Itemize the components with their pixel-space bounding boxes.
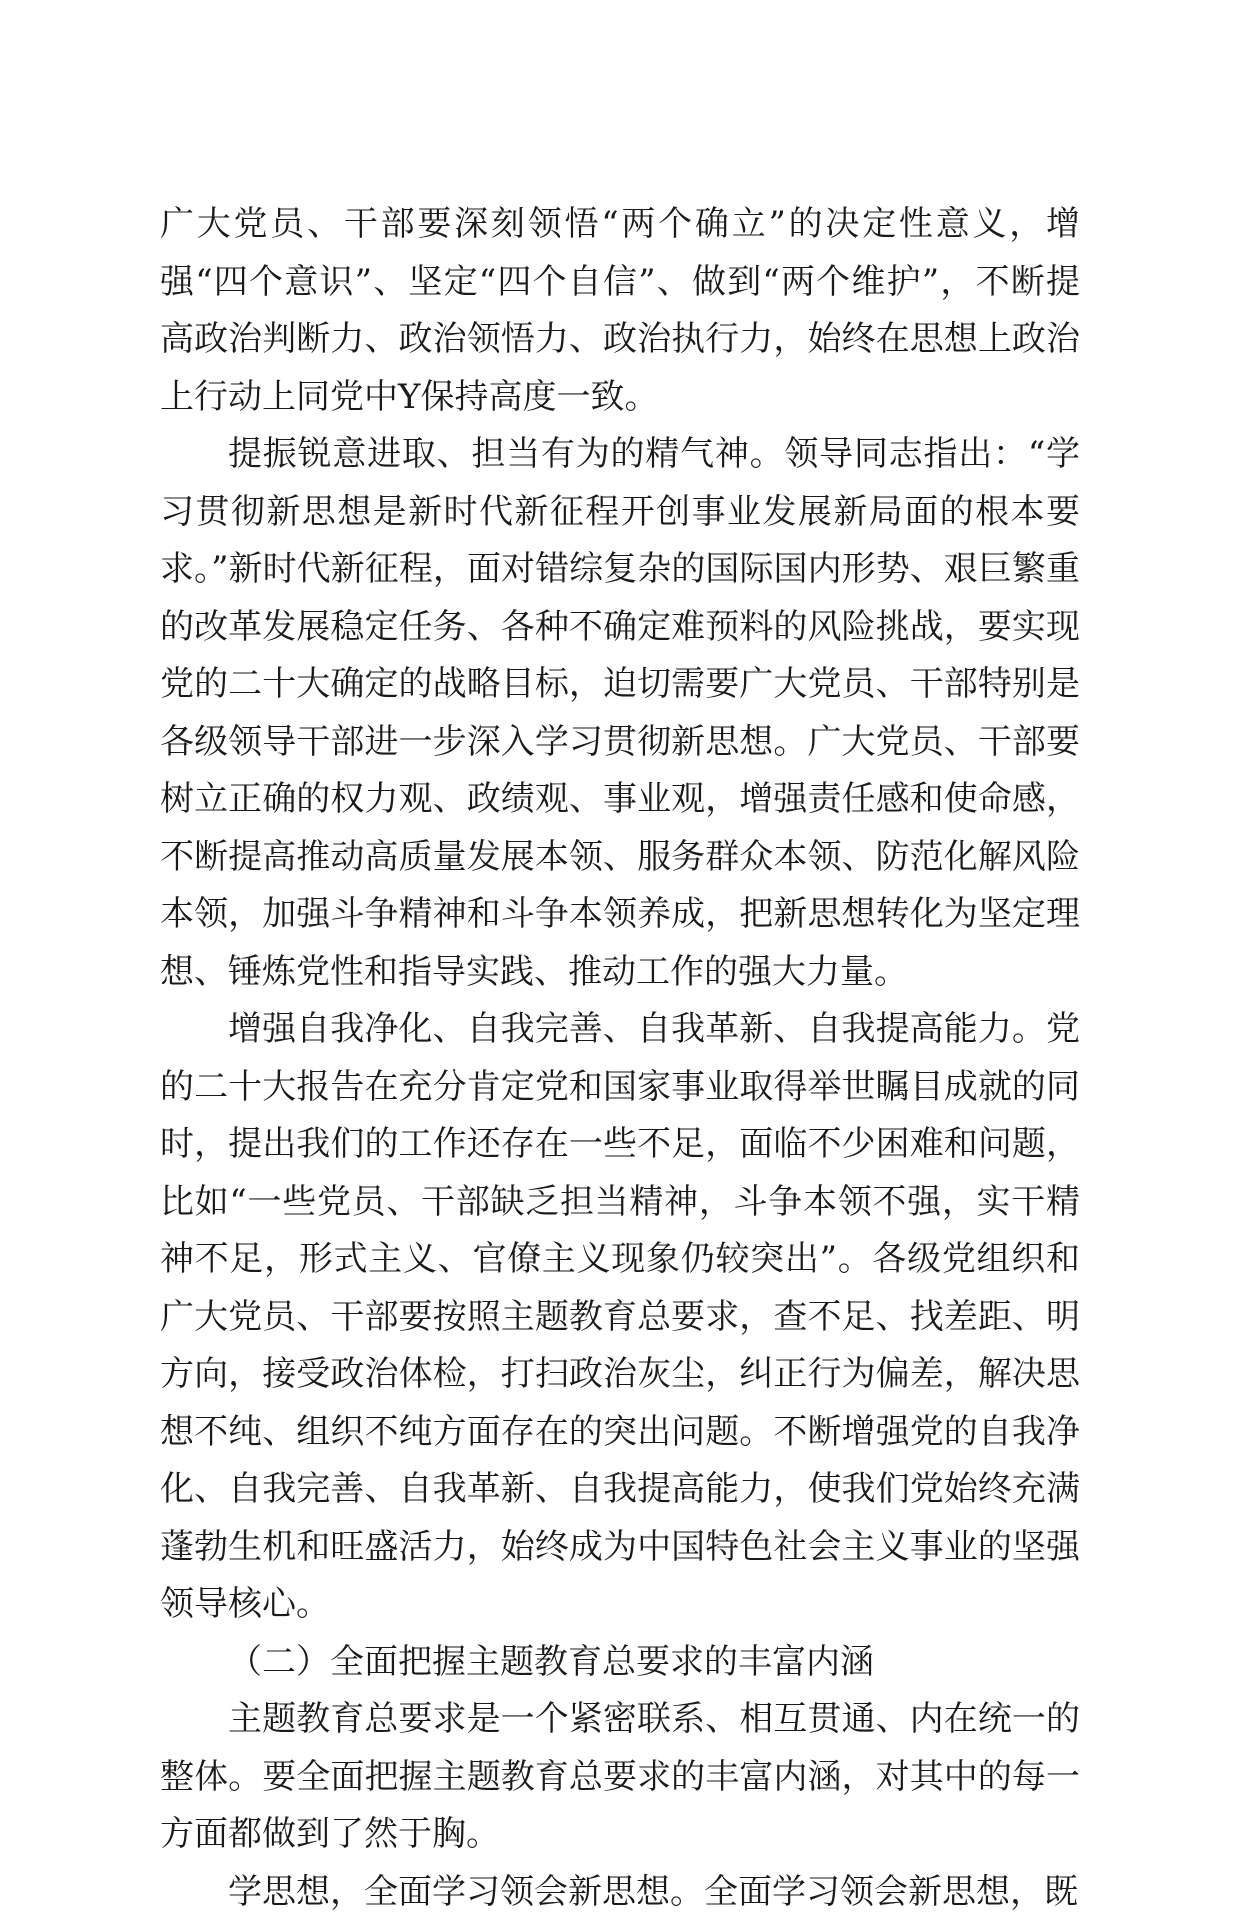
section-heading: （二）全面把握主题教育总要求的丰富内涵 — [160, 1634, 1080, 1692]
paragraph-general-requirements: 主题教育总要求是一个紧密联系、相互贯通、内在统一的整体。要全面把握主题教育总要求的丰富内涵，对其中的每一方面都做到了然于胸。 — [160, 1691, 1080, 1864]
paragraph-continuation: 广大党员、干部要深刻领悟“两个确立”的决定性意义，增强“四个意识”、坚定“四个自信”、做到“两个维护”，不断提高政治判断力、政治领悟力、政治执行力，始终在思想上政治上行动上同党中Y保持高度一致。 — [160, 196, 1080, 426]
document-body — [160, 196, 1080, 1921]
paragraph-self-improvement: 增强自我净化、自我完善、自我革新、自我提高能力。党的二十大报告在充分肯定党和国家事业取得举世瞩目成就的同时，提出我们的工作还存在一些不足，面临不少困难和问题，比如“一些党员、干部缺乏担当精神，斗争本领不强，实干精神不足，形式主义、官僚主义现象仍较突出”。各级党组织和广大党员、干部要按照主题教育总要求，查不足、找差距、明方向，接受政治体检，打扫政治灰尘，纠正行为偏差，解决思想不纯、组织不纯方面存在的突出问题。不断增强党的自我净化、自我完善、自我革新、自我提高能力，使我们党始终充满蓬勃生机和旺盛活力，始终成为中国特色社会主义事业的坚强领导核心。 — [160, 1001, 1080, 1634]
paragraph-spirit: 提振锐意进取、担当有为的精气神。领导同志指出：“学习贯彻新思想是新时代新征程开创事业发展新局面的根本要求。”新时代新征程，面对错综复杂的国际国内形势、艰巨繁重的改革发展稳定任务、各种不确定难预料的风险挑战，要实现党的二十大确定的战略目标，迫切需要广大党员、干部特别是各级领导干部进一步深入学习贯彻新思想。广大党员、干部要树立正确的权力观、政绩观、事业观，增强责任感和使命感，不断提高推动高质量发展本领、服务群众本领、防范化解风险本领，加强斗争精神和斗争本领养成，把新思想转化为坚定理想、锤炼党性和指导实践、推动工作的强大力量。 — [160, 426, 1080, 1001]
paragraph-study-thought: 学思想，全面学习领会新思想。全面学习领会新思想，既 — [160, 1864, 1080, 1921]
